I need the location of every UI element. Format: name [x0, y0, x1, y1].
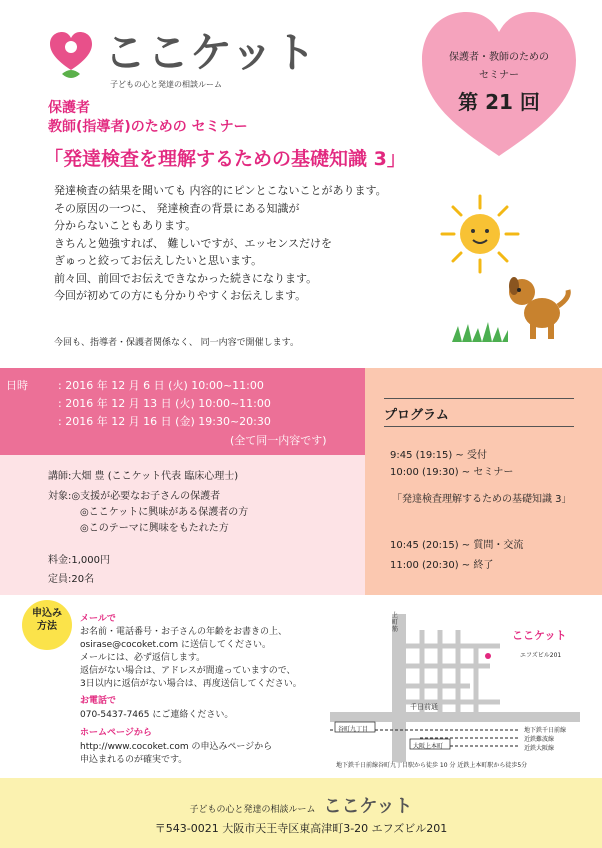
seminar-number: 第 21 回	[458, 90, 540, 114]
mail-line: メールには、必ず返信します。	[80, 653, 206, 663]
intro-line: 今回が初めての方にも分かりやすくお伝えします。	[54, 289, 307, 302]
footer-address: 〒543-0021 大阪市天王寺区東高津町3-20 エフズビル201	[154, 822, 448, 835]
phone-line: 070-5437-7465 にご連絡ください。	[80, 710, 234, 720]
schedule-date: : 2016 年 12 月 13 日 (火) 10:00~11:00	[58, 397, 271, 410]
page-title: 「発達検査を理解するための基礎知識 3」	[44, 148, 406, 170]
lecturer: 講師:大畑 豊 (ここケット代表 臨床心理士)	[48, 471, 239, 482]
mail-heading: メールで	[80, 614, 116, 624]
logo-text: ここケット	[104, 28, 317, 77]
logo-heart-icon	[48, 30, 94, 82]
map-station1: 谷町九丁目	[338, 726, 369, 733]
schedule-note: (全て同一内容です)	[230, 434, 327, 447]
target-3: ◎このテーマに興味をもたれた方	[80, 523, 229, 534]
map-building: エフズビル201	[520, 652, 562, 659]
map-line1: 地下鉄千日前線	[524, 727, 567, 734]
map-logo: ここケット	[512, 629, 567, 642]
web-line: 申込まれるのが確実です。	[80, 755, 188, 765]
map-street-h: 千日前通	[410, 703, 438, 711]
program-rule	[384, 426, 574, 427]
footer-logo: ここケット	[323, 796, 413, 817]
mail-line: 返信がない場合は、アドレスが間違っていますので、	[80, 666, 296, 676]
map-walk: 地下鉄千日前線谷町九丁目駅から徒歩 10 分 近鉄上本町駅から徒歩5分	[336, 762, 528, 769]
schedule-date: : 2016 年 12 月 6 日 (火) 10:00~11:00	[58, 379, 264, 392]
logo-subtitle: 子どもの心と発達の相談ルーム	[110, 80, 222, 89]
web-heading: ホームページから	[80, 728, 152, 738]
mail-line: 3日以内に返信がない場合は、再度送信してください。	[80, 679, 302, 689]
map-line2: 近鉄難波線	[524, 736, 555, 743]
program-item: 10:45 (20:15) ~ 質問・交流	[390, 540, 524, 551]
apply-badge-text: 申込み 方法	[32, 608, 62, 632]
capacity: 定員:20名	[48, 574, 95, 585]
mail-line: お名前・電話番号・お子さんの年齢をお書きの上、	[80, 627, 288, 637]
intro-text	[54, 182, 387, 305]
phone-heading: お電話で	[80, 696, 117, 706]
heart-line2: セミナー	[479, 70, 519, 81]
target-1: 対象:◎支援が必要なお子さんの保護者	[48, 491, 221, 502]
heart-badge-icon	[418, 8, 580, 158]
note-text: 今回も、指導者・保護者関係なく、 同一内容で開催します。	[54, 338, 299, 348]
mail-line: osirase@cocoket.com に送信してください。	[80, 640, 271, 650]
map-station2: 大阪上本町	[413, 743, 444, 750]
program-item: 11:00 (20:30) ~ 終了	[390, 560, 494, 571]
grass-icon	[452, 322, 508, 342]
intro-line: きちんと勉強すれば、 難しいですが、エッセンスだけを	[54, 236, 332, 250]
schedule-label: 日時	[6, 379, 28, 392]
intro-line: 発達検査の結果を聞いても 内容的にピンとこないことがあります。	[54, 184, 387, 197]
program-item: 10:00 (19:30) ~ セミナー	[390, 467, 514, 478]
dog-icon	[500, 268, 575, 343]
map-street-v: 上町筋	[392, 612, 399, 633]
footer-brand	[0, 792, 602, 818]
program-item: 「発達検査理解するための基礎知識 3」	[392, 494, 572, 505]
footer-sub: 子どもの心と発達の相談ルーム	[189, 805, 316, 815]
map-line3: 近鉄大阪線	[524, 745, 555, 752]
target-2: ◎ここケットに興味がある保護者の方	[80, 507, 249, 518]
schedule-date: : 2016 年 12 月 16 日 (金) 19:30~20:30	[58, 415, 271, 428]
heart-line1: 保護者・教師のための	[449, 52, 549, 63]
sun-icon	[440, 194, 520, 274]
intro-line: 分からないこともあります。	[54, 219, 197, 232]
web-line: http://www.cocoket.com の申込みページから	[80, 742, 273, 752]
title-line2: 教師(指導者)のための セミナー	[48, 119, 248, 135]
intro-line: ぎゅっと絞ってお伝えしたいと思います。	[54, 254, 263, 267]
program-rule	[384, 398, 574, 399]
program-title: プログラム	[384, 408, 449, 423]
program-item: 9:45 (19:15) ~ 受付	[390, 450, 487, 461]
intro-line: 前々回、前回でお伝えできなかった続きになります。	[54, 271, 318, 285]
intro-line: その原因の一つに、 発達検査の背景にある知識が	[54, 201, 300, 215]
title-line1: 保護者	[48, 100, 90, 116]
fee: 料金:1,000円	[48, 555, 110, 566]
